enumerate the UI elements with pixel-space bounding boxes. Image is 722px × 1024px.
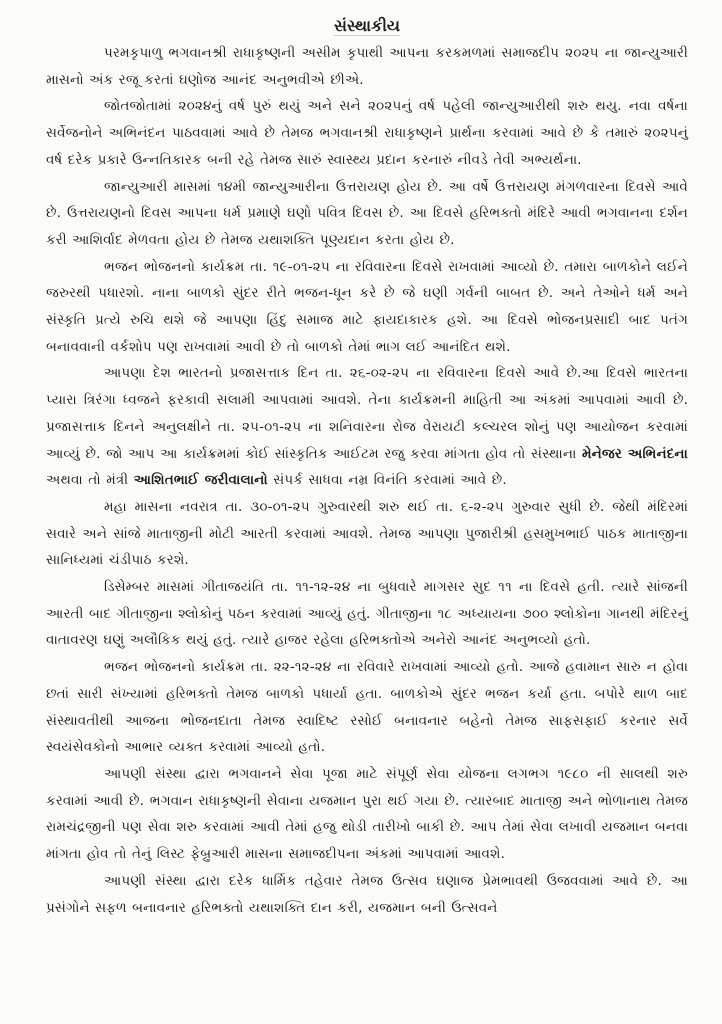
bold-name: મેનેજર અભિનંદના (581, 445, 688, 462)
paragraph (46, 654, 688, 761)
paragraph-text: આપણી સંસ્થા દ્વારા દરેક ધાર્મિક તહેવાર તેમજ ઉત્સવ ઘણાજ પ્રેમભાવથી ઉજવવામાં આવે છે. આ પ્રસંગોને સફળ બનાવનાર હરિભક્તો યથાશક્તિ દાન કરી, યજમાન બની ઉત્સવને (46, 872, 688, 916)
paragraph-text: આપણા દેશ ભારતનો પ્રજાસત્તાક દિન તા. ૨૬-૦૨-૨૫ ના રવિવારના દિવસે આવે છે.આ દિવસે ભારતના પ્યારા ત્રિરંગા ધ્વજને ફરકાવી સલામી આપવામાં આવશે. તેના કાર્યક્રમની માહિતી આ અંકમાં આપવામાં આવી છે. પ્રજાસત્તાક દિનને અનુલક્ષીને તા. ૨૫-૦૧-૨૫ ના શનિવારના રોજ વેરાયટી કલ્ચરલ શોનું પણ આયોજન કરવામાં આવ્યું છે. જો આપ આ કાર્યક્રમમાં કોઈ સાંસ્કૃતિક આઈટમ રજુ કરવા માંગતા હોવ તો સંસ્થાના (46, 365, 688, 462)
bold-name: આશિતભાઈ જરીવાલાનો (133, 472, 268, 489)
body-text (46, 40, 688, 921)
paragraph (46, 254, 688, 361)
paragraph-text: ભજન ભોજનનો કાર્યક્રમ તા. ૧૯-૦૧-૨૫ ના રવિવારના દિવસે રાખવામાં આવ્યો છે. તમારા બાળકોને લઈને જરુરથી પધારશો. નાના બાળકો સુંદર રીતે ભજન-ધૂન કરે છે જે ઘણી ગર્વની બાબત છે. અને તેઓને ધર્મ અને સંસ્કૃતિ પ્રત્યે રુચિ થશે જે આપણા હિંદુ સમાજ માટે ફાયદાકારક હશે. આ દિવસે ભોજનપ્રસાદી બાદ પતંગ બનાવવાની વર્કશોપ પણ રાખવામાં આવી છે તો બાળકો તેમાં ભાગ લઈ આનંદિત થશે. (46, 258, 688, 355)
paragraph (46, 868, 688, 921)
paragraph-text: ભજન ભોજનનો કાર્યક્રમ તા. ૨૨-૧૨-૨૪ ના રવિવારે રાખવામાં આવ્યો હતો. આજે હવામાન સારુ ન હોવા છતાં સારી સંખ્યામાં હરિભક્તો તેમજ બાળકો પધાર્યા હતા. બાળકોએ સુંદર ભજન કર્યા હતા. બપોરે થાળ બાદ સંસ્થાવતીથી આજના ભોજનદાતા તેમજ સ્વાદિષ્ટ રસોઈ બનાવનાર બહેનો તેમજ સાફસફાઈ કરનાર સર્વે સ્વયંસેવકોનો આભાર વ્યક્ત કરવામાં આવ્યો હતો. (46, 659, 688, 756)
paragraph (46, 40, 688, 93)
paragraph (46, 574, 688, 654)
paragraph (46, 494, 688, 574)
paragraph (46, 761, 688, 868)
paragraph (46, 93, 688, 173)
paragraph-text: જોતજોતામાં ૨૦૨૪નું વર્ષ પુરું થયું અને સને ૨૦૨૫નું વર્ષ પહેલી જાન્યુઆરીથી શરુ થયુ. નવા વર્ષના સર્વેજનોને અભિનંદન પાઠવવામાં આવે છે તેમજ ભગવાનશ્રી રાધાકૃષ્ણને પ્રાર્થના કરવામાં આવે છે કે તમારું ૨૦૨૫નું વર્ષ દરેક પ્રકારે ઉન્નતિકારક બની રહે તેમજ સારું સ્વાસ્થ્ય પ્રદાન કરનારું નીવડે તેવી અભ્યર્થના. (46, 98, 688, 168)
paragraph (46, 360, 688, 494)
paragraph-text: અથવા તો મંત્રી (46, 472, 134, 489)
paragraph-text: મહા માસના નવરાત્ર તા. ૩૦-૦૧-૨૫ ગુરુવારથી શરુ થઈ તા. ૬-૨-૨૫ ગુરુવાર સુધી છે. જેથી મંદિરમાં સવારે અને સાંજે માતાજીની મોટી આરતી કરવામાં આવશે. તેમજ આપણા પુજારીશ્રી હસમુખભાઈ પાઠક માતાજીના સાનિધ્યમાં ચંડીપાઠ કરશે. (46, 498, 689, 569)
paragraph-text: પરમકૃપાળુ ભગવાનશ્રી રાધાકૃષ્ણની અસીમ કૃપાથી આપના કરકમળમાં સમાજદીપ ૨૦૨૫ ના જાન્યુઆરી માસનો અંક રજૂ કરતાં ઘણોજ આનંદ અનુભવીએ છીએ. (46, 45, 688, 88)
paragraph-text: ડિસેમ્બર માસમાં ગીતાજયંતિ તા. ૧૧-૧૨-૨૪ ના બુધવારે માગસર સુદ ૧૧ ના દિવસે હતી. ત્યારે સાંજની આરતી બાદ ગીતાજીના શ્લોકોનું પઠન કરવામાં આવ્યું હતું. ગીતાજીના ૧૮ અધ્યાયના ૭૦૦ શ્લોકોના ગાનથી મંદિરનું વાતાવરણ ઘણું અલૌકિક થયું હતું. ત્યારે હાજર રહેલા હરિભક્તોએ અનેરો આનંદ અનુભવ્યો હતો. (46, 579, 688, 649)
paragraph (46, 174, 688, 254)
page-title: સંસ્થાકીય (333, 16, 401, 35)
paragraph-text: આપણી સંસ્થા દ્વારા ભગવાનને સેવા પૂજા માટે સંપૂર્ણ સેવા યોજના લગભગ ૧૯૮૦ ની સાલથી શરુ કરવામાં આવી છે. ભગવાન રાધાકૃષ્ણની સેવાના યજમાન પુરા થઈ ગયા છે. ત્યારબાદ માતાજી અને ભોળાનાથ તેમજ રામચંદ્રજીની પણ સેવા શરુ કરવામાં આવી તેમાં હજુ થોડી તારીખો બાકી છે. આપ તેમાં સેવા લખાવી યજમાન બનવા માંગતા હોવ તો તેનું લિસ્ટ ફેબ્રુઆરી માસના સમાજદીપના અંકમાં આપવામાં આવશે. (46, 765, 688, 863)
paragraph-text: જાન્યુઆરી માસમાં ૧૪મી જાન્યુઆરીના ઉત્તરાયણ હોય છે. આ વર્ષે ઉત્તરાયણ મંગળવારના દિવસે આવે છે. ઉત્તરાયણનો દિવસ આપના ધર્મ પ્રમાણે ઘણો પવિત્ર દિવસ છે. આ દિવસે હરિભક્તો મંદિરે આવી ભગવાનના દર્શન કરી આશિર્વાદ મેળવતા હોય છે તેમજ યથાશક્તિ પૂણ્યદાન કરતા હોય છે. (46, 178, 688, 248)
paragraph-text: સંપર્ક સાધવા નમ્ર વિનંતિ કરવામાં આવે છે. (267, 472, 507, 489)
